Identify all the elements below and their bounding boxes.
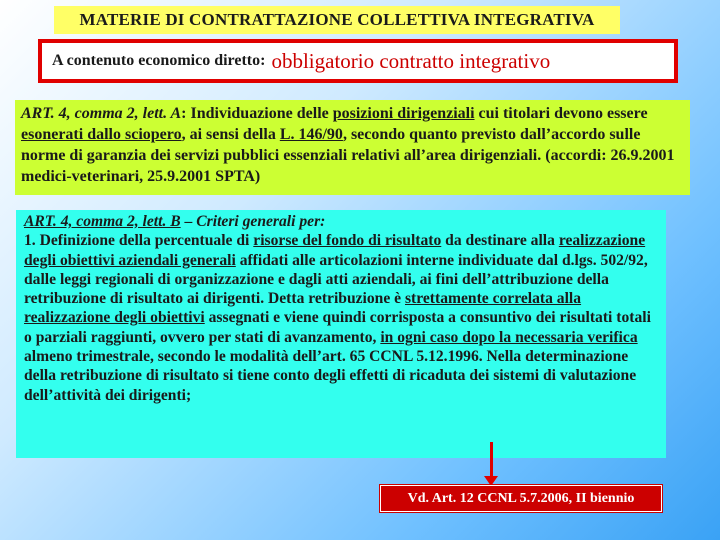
article-b-text-4: assegnati e viene quindi corrisposta a consuntivo dei risultati totali o parziali raggiunti, ovvero per stati di avanzamento, [24,309,651,346]
article-a-text-4: , secondo quanto previsto dall’accordo sulle norme di garanzia dei servizi pubblici essenziali relativi all’area dirigenziali. (accordi: 26.9.2001 medici-veterinari, 25.9.2001 SPTA) [21,126,675,185]
article-a-ref: ART. 4, comma 2, lett. A [21,105,182,122]
article-a-text-2: cui titolari devono essere [474,105,648,122]
article-a-text-3: , ai sensi della [181,126,280,143]
economic-content-box [38,39,678,83]
article-b-underlined-3: strettamente correlata alla realizzazione degli obiettivi [24,290,582,327]
reference-box: Vd. Art. 12 CCNL 5.7.2006, II biennio [380,485,662,512]
article-b-text-2: da destinare alla [441,232,559,250]
article-b-ref: ART. 4, comma 2, lett. B [24,213,181,230]
article-b-underlined-2: realizzazione degli obiettivi aziendali generali [24,232,646,269]
economic-main-text: obbligatorio contratto integrativo [271,48,551,73]
article-b-text-3: affidati alle articolazioni interne individuate dal d.lgs. 502/92, dalle leggi regionali di organizzazione e dagli atti aziendali, ai fini dell’attribuzione della retribuzione di risultato ai dirigenti. Detta retribuzione è [24,251,648,308]
article-b-underlined-1: risorse del fondo di risultato [253,232,442,250]
article-b-heading: – Criteri generali per: [180,213,326,230]
article-b-box [16,210,666,458]
article-b-underlined-4: in ogni caso dopo la necessaria verifica [380,328,638,346]
article-b-text-1: Definizione della percentuale di [35,232,254,250]
article-b-text-5: almeno trimestrale, secondo le modalità dell’art. 65 CCNL 5.12.1996. Nella determinazione della retribuzione di risultato si tiene conto degli effetti di ricaduta dei sistemi di valutazione dell’attività dei dirigenti; [24,348,637,404]
article-a-text-1: : Individuazione delle [181,105,333,122]
article-a-underlined-3: L. 146/90 [279,126,343,143]
arrow-line [490,442,493,480]
slide-title: MATERIE DI CONTRATTAZIONE COLLETTIVA INTEGRATIVA [54,6,620,34]
economic-lead-text: A contenuto economico diretto: [52,52,266,69]
article-a-underlined-1: posizioni dirigenziali [332,105,475,122]
article-b-number: 1. [24,232,36,250]
article-a-underlined-2: esonerati dallo sciopero [21,126,182,143]
article-a-box [15,100,690,195]
